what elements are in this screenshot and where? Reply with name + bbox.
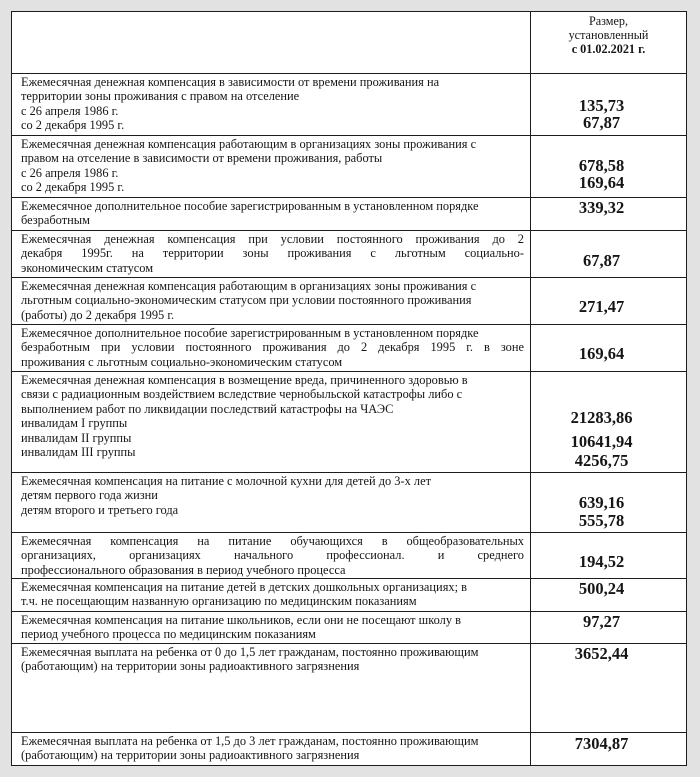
description-line: территории зоны проживания с правом на отселение [21,89,300,104]
amount-value: 7304,87 [574,734,629,753]
amount-value: 97,27 [582,612,621,631]
row-description [12,473,531,532]
table-row [12,136,686,198]
description-line: Ежемесячная выплата на ребенка от 1,5 до 3 лет гражданам, постоянно проживающим [21,734,479,748]
description-line: связи с радиационным воздействием вследствие чернобыльской катастрофы либо с [21,387,463,402]
column-header-line2: установленный [568,28,649,43]
table-row [12,612,686,644]
row-description [12,533,531,578]
row-amount-cell [531,733,686,766]
table-row [12,644,686,733]
row-description [12,644,531,732]
row-amount-cell [531,372,686,472]
table-row [12,372,686,473]
row-amount-cell [531,579,686,611]
row-amount-cell [531,644,686,732]
column-header [531,14,686,57]
row-amount-cell [531,612,686,643]
description-line: Ежемесячная денежная компенсация работающим в организациях зоны проживания с [21,137,477,151]
table-row [12,325,686,372]
header-amount-cell [531,12,686,73]
description-line: детям первого года жизни [21,488,158,503]
amount-value: 169,64 [578,344,625,363]
amount-value: 67,87 [582,113,621,132]
description-line: декабря 1995г. на территории зоны проживания с льготным социально- [21,246,524,261]
description-line: Ежемесячная денежная компенсация в зависимости от времени проживания на [21,75,440,89]
row-amount-cell [531,278,686,324]
description-line: Ежемесячная выплата на ребенка от 0 до 1,5 лет гражданам, постоянно проживающим [21,645,479,659]
amount-value: 10641,94 [570,432,633,451]
column-header-date: с 01.02.2021 г. [571,42,646,57]
description-line: Ежемесячная компенсация на питание школьников, если они не посещают школу в [21,613,461,627]
description-line: Ежемесячное дополнительное пособие зарегистрированным в установленном порядке [21,326,479,340]
description-line: выполнением работ по ликвидации последствий катастрофы на ЧАЭС [21,401,394,416]
description-line: Ежемесячная компенсация на питание обучающихся в общеобразовательных [21,534,524,548]
row-amount-cell [531,198,686,230]
description-line: Ежемесячное дополнительное пособие зарегистрированным в установленном порядке [21,199,479,213]
table-row [12,198,686,231]
row-description [12,372,531,472]
row-amount-cell [531,325,686,371]
description-line: Ежемесячная компенсация на питание детей в детских дошкольных организациях; в [21,580,467,594]
amount-value: 639,16 [578,493,625,512]
description-line: (работающим) на территории зоны радиоактивного загрязнения [21,659,360,674]
description-line: со 2 декабря 1995 г. [21,180,125,195]
table-header-row [12,12,686,74]
table-row [12,533,686,579]
row-description [12,198,531,230]
description-line: (работы) до 2 декабря 1995 г. [21,307,175,322]
row-amount-cell [531,533,686,578]
row-description [12,136,531,197]
table-row [12,579,686,612]
description-line: безработным при условии постоянного проживания до 2 декабря 1995 г. в зоне [21,340,524,355]
description-line: детям второго и третьего года [21,502,179,517]
row-amount-cell [531,473,686,532]
description-line: правом на отселение в зависимости от времени проживания, работы [21,151,383,166]
description-line: период учебного процесса по медицинским показаниям [21,627,316,642]
amount-value: 21283,86 [570,408,633,427]
description-line: безработным [21,213,90,228]
description-line: экономическим статусом [21,260,154,275]
amount-value: 4256,75 [574,451,629,470]
table-row [12,231,686,278]
amount-value: 135,73 [578,96,625,115]
row-description [12,74,531,135]
description-line: Ежемесячная денежная компенсация работающим в организациях зоны проживания с [21,279,477,293]
description-line: льготным социально-экономическим статусом при условии постоянного проживания [21,293,472,308]
row-amount-cell [531,231,686,277]
amount-value: 67,87 [582,251,621,270]
row-amount-cell [531,74,686,135]
column-header-line1: Размер, [588,14,629,28]
table-row [12,473,686,533]
description-line: Ежемесячная компенсация на питание с молочной кухни для детей до 3-х лет [21,474,431,488]
description-line: т.ч. не посещающим названную организацию по медицинским показаниям [21,594,417,609]
row-description [12,325,531,371]
amount-value: 271,47 [578,297,625,316]
header-description-cell [12,12,531,73]
row-description [12,612,531,643]
description-line: (работающим) на территории зоны радиоактивного загрязнения [21,748,360,763]
description-line: проживания с льготным социально-экономическим статусом [21,354,343,369]
description-line: организациях, организациях начального профессионал. и среднего [21,548,524,563]
table-row [12,733,686,766]
table-row [12,278,686,325]
description-line: Ежемесячная денежная компенсация в возмещение вреда, причиненного здоровью в [21,373,468,387]
amount-value: 555,78 [578,511,625,530]
row-description [12,231,531,277]
description-line: Ежемесячная денежная компенсация при условии постоянного проживания до 2 [21,232,524,246]
amount-value: 169,64 [578,173,625,192]
amount-value: 500,24 [578,579,625,598]
description-line: с 26 апреля 1986 г. [21,165,119,180]
description-line: со 2 декабря 1995 г. [21,118,125,133]
description-line: инвалидам II группы [21,430,132,445]
description-line: инвалидам III группы [21,445,136,460]
amount-value: 194,52 [578,552,625,571]
description-line: профессионального образования в период учебного процесса [21,562,346,577]
table-row [12,74,686,136]
amount-value: 3652,44 [574,644,629,663]
row-description [12,278,531,324]
description-line: инвалидам I группы [21,416,128,431]
amount-value: 339,32 [578,198,625,217]
description-line: с 26 апреля 1986 г. [21,103,119,118]
row-amount-cell [531,136,686,197]
compensation-table [11,11,687,766]
amount-value: 678,58 [578,156,625,175]
row-description [12,579,531,611]
row-description [12,733,531,766]
